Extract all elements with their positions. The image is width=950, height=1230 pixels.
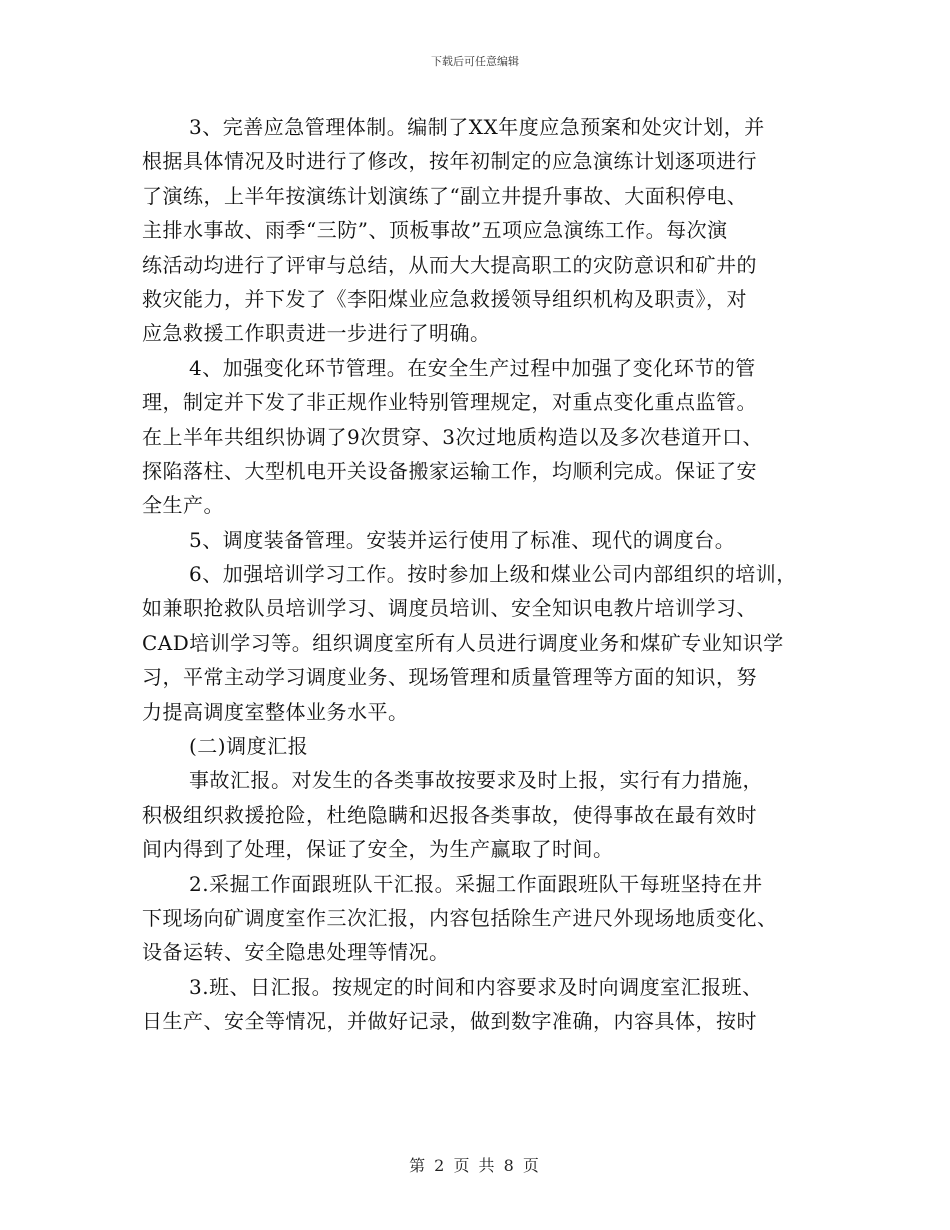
text-line: 救灾能力，并下发了《李阳煤业应急救援领导组织机构及职责》，对	[142, 286, 747, 311]
text-line: 下现场向矿调度室作三次汇报，内容包括除生产进尺外现场地质变化、	[142, 905, 778, 930]
text-line: 日生产、安全等情况，并做好记录，做到数字准确，内容具体，按时	[142, 1009, 757, 1034]
text-line: 间内得到了处理，保证了安全，为生产赢取了时间。	[142, 837, 614, 862]
text-line: CAD培训学习等。组织调度室所有人员进行调度业务和煤矿专业知识学	[142, 630, 784, 655]
text-line: 2.采掘工作面跟班队干汇报。采掘工作面跟班队干每班坚持在井	[189, 871, 763, 896]
text-line: 3.班、日汇报。按规定的时间和内容要求及时向调度室汇报班、	[189, 974, 763, 999]
text-line: 设备运转、安全隐患处理等情况。	[142, 940, 450, 965]
text-line: 习，平常主动学习调度业务、现场管理和质量管理等方面的知识，努	[142, 665, 757, 690]
text-line: 探陷落柱、大型机电开关设备搬家运输工作，均顺利完成。保证了安	[142, 458, 757, 483]
text-line: 主排水事故、雨季“三防”、顶板事故”五项应急演练工作。每次演	[142, 218, 728, 243]
text-line: 事故汇报。对发生的各类事故按要求及时上报，实行有力措施，	[189, 768, 763, 793]
text-line: 理，制定并下发了非正规作业特别管理规定，对重点变化重点监管。	[142, 390, 757, 415]
text-line: 应急救援工作职责进一步进行了明确。	[142, 321, 491, 346]
text-line: 积极组织救援抢险，杜绝隐瞒和迟报各类事故，使得事故在最有效时	[142, 802, 757, 827]
text-line: 根据具体情况及时进行了修改，按年初制定的应急演练计划逐项进行	[142, 149, 757, 174]
text-line: 练活动均进行了评审与总结，从而大大提高职工的灾防意识和矿井的	[142, 252, 757, 277]
text-line: (二)调度汇报	[189, 734, 309, 759]
document-body	[142, 110, 808, 1039]
text-line: 5、调度装备管理。安装并运行使用了标准、现代的调度台。	[189, 527, 736, 552]
text-line: 6、加强培训学习工作。按时参加上级和煤业公司内部组织的培训，	[189, 562, 797, 587]
text-line: 3、完善应急管理体制。编制了XX年度应急预案和处灾计划，并	[189, 115, 765, 139]
text-line: 4、加强变化环节管理。在安全生产过程中加强了变化环节的管	[189, 355, 756, 380]
text-line: 力提高调度室整体业务水平。	[142, 699, 409, 724]
page-number-footer: 第 2 页 共 8 页	[409, 1156, 541, 1175]
text-line: 在上半年共组织协调了9次贯穿、3次过地质构造以及多次巷道开口、	[142, 424, 763, 449]
page-header-note: 下载后可任意编辑	[431, 55, 519, 68]
text-line: 了演练，上半年按演练计划演练了“副立井提升事故、大面积停电、	[142, 183, 748, 208]
text-line: 如兼职抢救队员培训学习、调度员培训、安全知识电教片培训学习、	[142, 596, 757, 621]
text-line: 全生产。	[142, 493, 224, 518]
